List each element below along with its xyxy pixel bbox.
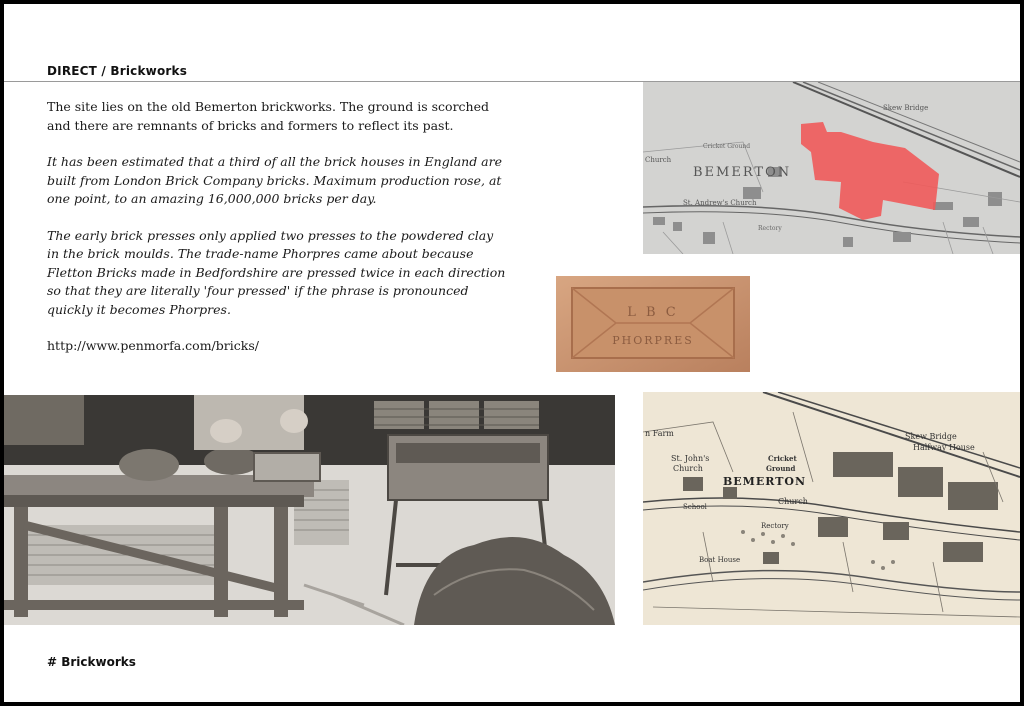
map2-label-halfway-house: Halfway House <box>913 443 975 452</box>
map-label-skew-bridge: Skew Bridge <box>883 104 929 112</box>
source-link[interactable]: http://www.penmorfa.com/bricks/ <box>47 338 259 353</box>
map2-label-church2: Church <box>778 497 808 506</box>
brick-text-lbc: L B C <box>627 305 679 320</box>
page-title: DIRECT / Brickworks <box>47 64 188 78</box>
page <box>4 4 1020 702</box>
map2-label-boat-house: Boat House <box>699 556 741 564</box>
map2-label-bemerton: BEMERTON <box>723 475 807 488</box>
map-label-cricket: Cricket Ground <box>703 143 751 150</box>
map-label-church: Church <box>645 156 672 164</box>
map-label-rectory: Rectory <box>758 225 782 232</box>
paragraph-statistics: It has been estimated that a third of all the brick houses in England are built from London Brick Company bricks. Maximum production rose, at one point, to an amazing 16,000,000 bricks per day. <box>47 154 502 206</box>
map2-label-farm: n Farm <box>645 429 674 438</box>
map-label-st-andrews: St. Andrew's Church <box>683 199 757 207</box>
footer-tag: # Brickworks <box>47 655 136 669</box>
body-text <box>47 98 507 374</box>
map2-label-cricket: Cricket <box>768 454 797 463</box>
map-label-bemerton: BEMERTON <box>693 165 792 180</box>
paragraph-intro: The site lies on the old Bemerton brickworks. The ground is scorched and there are remnants of bricks and formers to reflect its past. <box>47 99 489 133</box>
brick-text-phorpres: PHORPRES <box>612 334 694 347</box>
bemerton-historic-map <box>643 392 1020 625</box>
lbc-phorpres-brick-photo <box>556 276 750 372</box>
map2-label-ground: Ground <box>766 464 796 473</box>
map2-label-church: Church <box>673 464 703 473</box>
brick-moulding-workshop-photo <box>4 395 615 625</box>
workshop-drawing <box>4 395 615 625</box>
map-historic-drawing <box>643 392 1020 625</box>
map-drawing <box>643 82 1020 254</box>
map2-label-rectory: Rectory <box>761 522 789 530</box>
bemerton-map-highlighted <box>643 82 1020 254</box>
map2-label-school: School <box>683 503 707 511</box>
paragraph-phorpres: The early brick presses only applied two presses to the powdered clay in the brick moulds. The trade-name Phorpres came about because Fletton Bricks made in Bedfordshire are pressed twice in each direction so that they are literally 'four pressed' if the phrase is pronounced quickly it becomes Phorpres. <box>47 227 506 317</box>
brick-drawing <box>556 276 750 372</box>
map2-label-skew-bridge: Skew Bridge <box>905 432 957 441</box>
map2-label-st-johns: St. John's <box>671 454 710 463</box>
